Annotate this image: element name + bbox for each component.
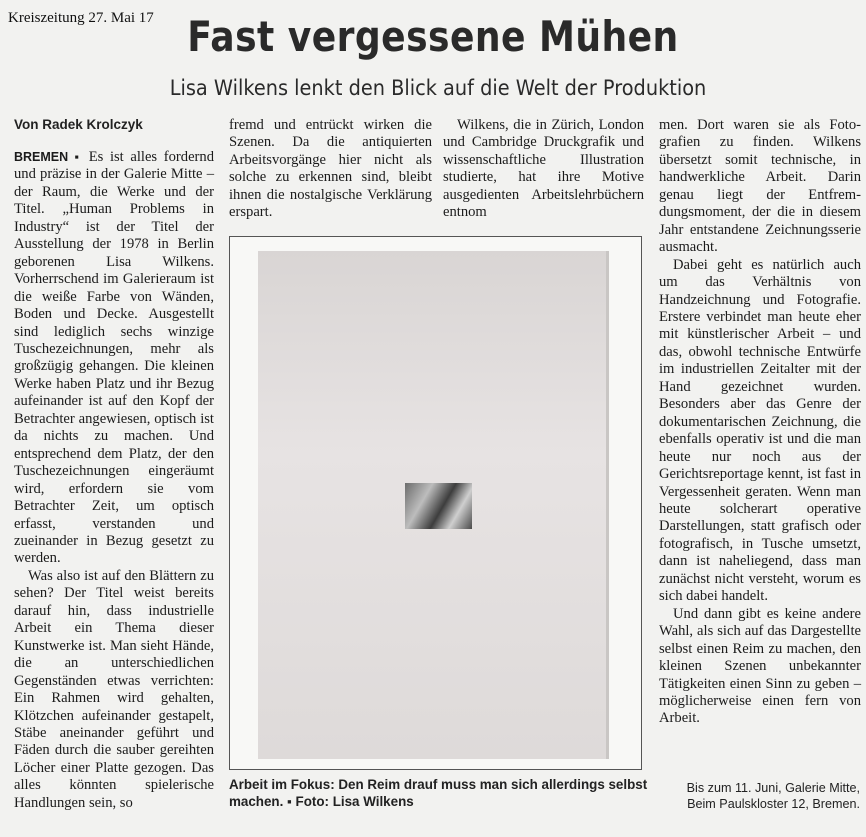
dateline: BREMEN ▪ — [14, 150, 83, 164]
paragraph: fremd und entrückt wirken die Szenen. Da die antiquierten Arbeitsvorgänge hier nicht als solche zu erkennen sind, bleibt ihnen die nostalgische Verklärung erspart. — [229, 117, 432, 221]
exhibition-info-line: Bis zum 11. Juni, Galerie Mitte, — [686, 781, 860, 795]
exhibition-info-line: Beim Paulskloster 12, Bremen. — [687, 797, 860, 811]
photo-caption: Arbeit im Fokus: Den Reim drauf muss man sich allerdings selbst machen. ▪ Foto: Lisa Wilkens — [229, 777, 648, 809]
artwork-photo — [258, 251, 609, 759]
ink-drawing — [405, 483, 472, 529]
subheadline: Lisa Wilkens lenkt den Blick auf die Welt der Produktion — [169, 76, 707, 100]
paragraph: Dabei geht es natürlich auch um das Verhältnis von Handzeichnung und Fotografie. Erstere verbindet man heute eher mit künstlerischer Arbeit – und das, obwohl technische Entwürfe im industriellen Zeitalter mit der Hand gezeichnet wurden. Besonders aber das Genre der dokumentarischen Zeichnung, die ebenfalls operativ ist und die man heute nur noch aus der Gerichtsreportage kennt, ist fast in Vergessenheit geraten. Wenn man heute solcherart operative Darstellungen, statt grafisch oder fotografisch, in Tusche umsetzt, dann ist naheliegend, dass man zunächst nicht versteht, worum es sich dabei handelt. — [659, 256, 861, 605]
exhibition-info — [660, 780, 860, 812]
paragraph: men. Dort waren sie als Fotografien zu finden. Wilkens übersetzt somit technische, in handwerkliche Arbeit. Darin genau liegt der Entfremdungsmoment, der die in diesem Jahr entstandene Zeichnungsserie ausmacht. — [659, 117, 861, 256]
paragraph: Wilkens, die in Zürich, London und Cambridge Druckgrafik und wissenschaftliche Illustration studierte, hat ihre Motive ausgedienten Arbeitslehrbüchern entnom — [443, 117, 644, 221]
headline: Fast vergessene Mühen — [187, 12, 679, 61]
article-column-3 — [443, 117, 644, 222]
article-column-4 — [659, 117, 861, 728]
paragraph: Und dann gibt es keine andere Wahl, als sich auf das Dargestellte selbst einen Reim zu machen, den kleinen Szenen unbekannter Tätigkeiten einen Sinn zu geben – möglicherweise einen fern von Arbeit. — [659, 605, 861, 727]
article-column-1 — [14, 149, 214, 812]
source-label: Kreiszeitung 27. Mai 17 — [8, 10, 154, 26]
byline: Von Radek Krolczyk — [14, 117, 143, 132]
photo-frame — [229, 236, 642, 770]
paragraph — [14, 149, 214, 568]
article-column-2 — [229, 117, 432, 222]
paragraph: Was also ist auf den Blättern zu sehen? Der Titel weist bereits darauf hin, dass industrielle Arbeit ein Thema dieser Kunstwerke ist. Man sieht Hände, die an unterschiedlichen Gegenständen etwas verrichten: Ein Rahmen wird gehalten, Klötzchen aufeinander gestapelt, Stäbe aneinander geführt und Fäden durch die sauber gereihten Löcher einer Platte gezogen. Das alles könnten spielerische Handlungen sein, so — [14, 567, 214, 811]
paragraph-text: Es ist alles fordernd und präzise in der Galerie Mitte – der Raum, die Werke und der Titel. „Human Problems in Industry“ ist der Titel der Ausstellung der 1978 in Berlin geborenen Lisa Wilkens. Vorherrschend im Galerieraum ist die weiße Farbe von Wänden, Boden und Decke. Ausgestellt sind lediglich sechs winzige Tuschezeichnungen, mehr als großzügig gehangen. Die kleinen Werke haben Platz und ihr Bezug aufeinander ist auf den Kopf der Betrachter angewiesen, optisch ist da nichts zu machen. Und entsprechend dem Platz, der den Tuschezeichnungen eingeräumt wird, erfordern sie vom Betrachter Zeit, um optisch erfasst, verstanden und zueinander in Bezug gesetzt zu werden. — [14, 149, 214, 567]
